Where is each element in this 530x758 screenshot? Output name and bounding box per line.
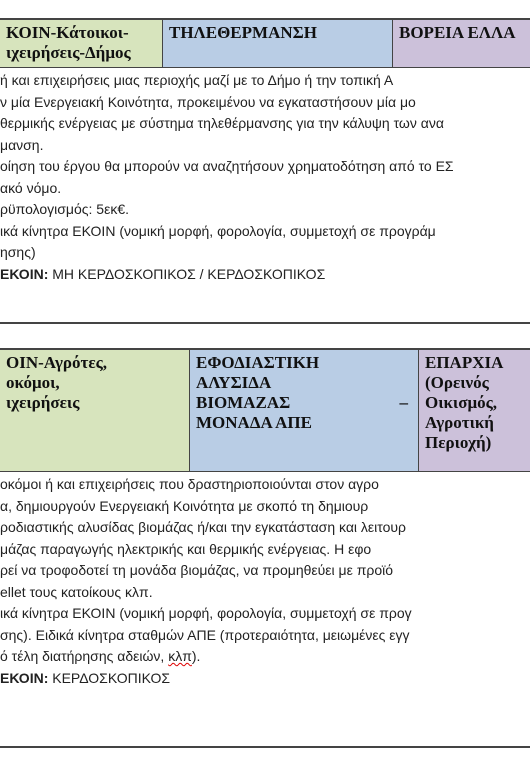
paragraph-line: ellet τους κατοίκους κλπ. <box>0 583 153 600</box>
paragraph-line: οίηση του έργου θα μπορούν να αναζητήσουν χρηματοδότηση από το ΕΣ <box>0 158 454 174</box>
block-1-body <box>0 70 530 285</box>
header-line: Οικισμός, <box>425 393 498 412</box>
header-line: οκόμοι, <box>6 373 60 392</box>
status-value: ΜΗ ΚΕΡΔΟΣΚΟΠΙΚΟΣ / ΚΕΡΔΟΣΚΟΠΙΚΟΣ <box>48 265 326 282</box>
header-line: ΟΙΝ-Αγρότες, <box>6 353 108 372</box>
block-2-body <box>0 474 530 689</box>
header-cell-topic-2 <box>190 350 419 472</box>
paragraph-line: μάζας παραγωγής ηλεκτρικής και θερμικής ενέργειας. Η εφο <box>0 540 372 557</box>
header-line: ΕΠΑΡΧΙΑ <box>425 353 504 372</box>
header-cell-stakeholders-2 <box>0 350 190 472</box>
spellcheck-word: κλπ <box>168 648 192 664</box>
paragraph-line: ικά κίνητρα ΕΚΟΙΝ (νομική μορφή, φορολογία, συμμετοχή σε προγράμ <box>0 222 436 239</box>
paragraph-line: ησης) <box>0 244 36 260</box>
header-line: ΜΟΝΑΔΑ ΑΠΕ <box>196 413 312 432</box>
header-cell-region-2 <box>419 350 530 472</box>
paragraph-line: ν μία Ενεργειακή Κοινότητα, προκειμένου να εγκαταστήσουν μία μο <box>0 93 416 110</box>
paragraph-line: ικά κίνητρα ΕΚΟΙΝ (νομική μορφή, φορολογία, συμμετοχή σε προγ <box>0 605 412 621</box>
header-cell-stakeholders-1 <box>0 20 163 68</box>
status-value: ΚΕΡΔΟΣΚΟΠΙΚΟΣ <box>48 669 171 686</box>
paragraph-line: ό τέλη διατήρησης αδειών, κλπ). <box>0 648 201 664</box>
paragraph-line: ρϋπολογισμός: 5εκ€. <box>0 201 130 217</box>
paragraph-line: α, δημιουργούν Ενεργειακή Κοινότητα με σκοπό τη δημιουρ <box>0 497 369 514</box>
header-cell-topic-1 <box>163 20 393 68</box>
header-line: ΕΦΟΔΙΑΣΤΙΚΗ <box>196 353 320 372</box>
paragraph-line: οκόμοι ή και επιχειρήσεις που δραστηριοποιούνται στον αγρο <box>0 476 379 492</box>
status-line <box>0 264 530 286</box>
paragraph-line: σης). Ειδικά κίνητρα σταθμών ΑΠΕ (προτεραιότητα, μειωμένες εγγ <box>0 626 410 643</box>
header-line: ιχειρήσεις <box>6 393 80 412</box>
header-line: ΚΟΙΝ-Κάτοικοι- <box>6 23 129 42</box>
header-line: ΒΙΟΜΑΖΑΣ – <box>196 393 408 412</box>
header-line: Αγροτική <box>425 413 494 432</box>
header-line: (Ορεινός <box>425 373 489 392</box>
header-line: ΑΛΥΣΙΔΑ <box>196 373 272 392</box>
paragraph-line: ακό νόμο. <box>0 179 62 196</box>
header-title: ΤΗΛΕΘΕΡΜΑΝΣΗ <box>169 23 317 42</box>
header-dash: – <box>399 393 408 412</box>
header-line: Περιοχή) <box>425 433 492 452</box>
header-cell-region-1 <box>393 20 530 68</box>
header-title: ΒΟΡΕΙΑ ΕΛΛΑ <box>399 23 516 42</box>
paragraph-line: θερμικής ενέργειας με σύστημα τηλεθέρμανσης για την κάλυψη των ανα <box>0 115 444 131</box>
status-label: ΕΚΟΙΝ: <box>0 669 49 686</box>
header-line: ιχειρήσεις-Δήμος <box>6 43 131 62</box>
status-label: ΕΚΟΙΝ: <box>0 265 49 282</box>
paragraph-line: μανση. <box>0 136 44 153</box>
paragraph-line: ρεί να τροφοδοτεί τη μονάδα βιομάζας, να προμηθεύει με προϊό <box>0 562 394 578</box>
paragraph-line: ή και επιχειρήσεις μιας περιοχής μαζί με το Δήμο ή την τοπική Α <box>0 72 394 88</box>
paragraph-line: ροδιαστικής αλυσίδας βιομάζας ή/και την εγκατάσταση και λειτουρ <box>0 519 407 535</box>
status-line <box>0 668 530 690</box>
